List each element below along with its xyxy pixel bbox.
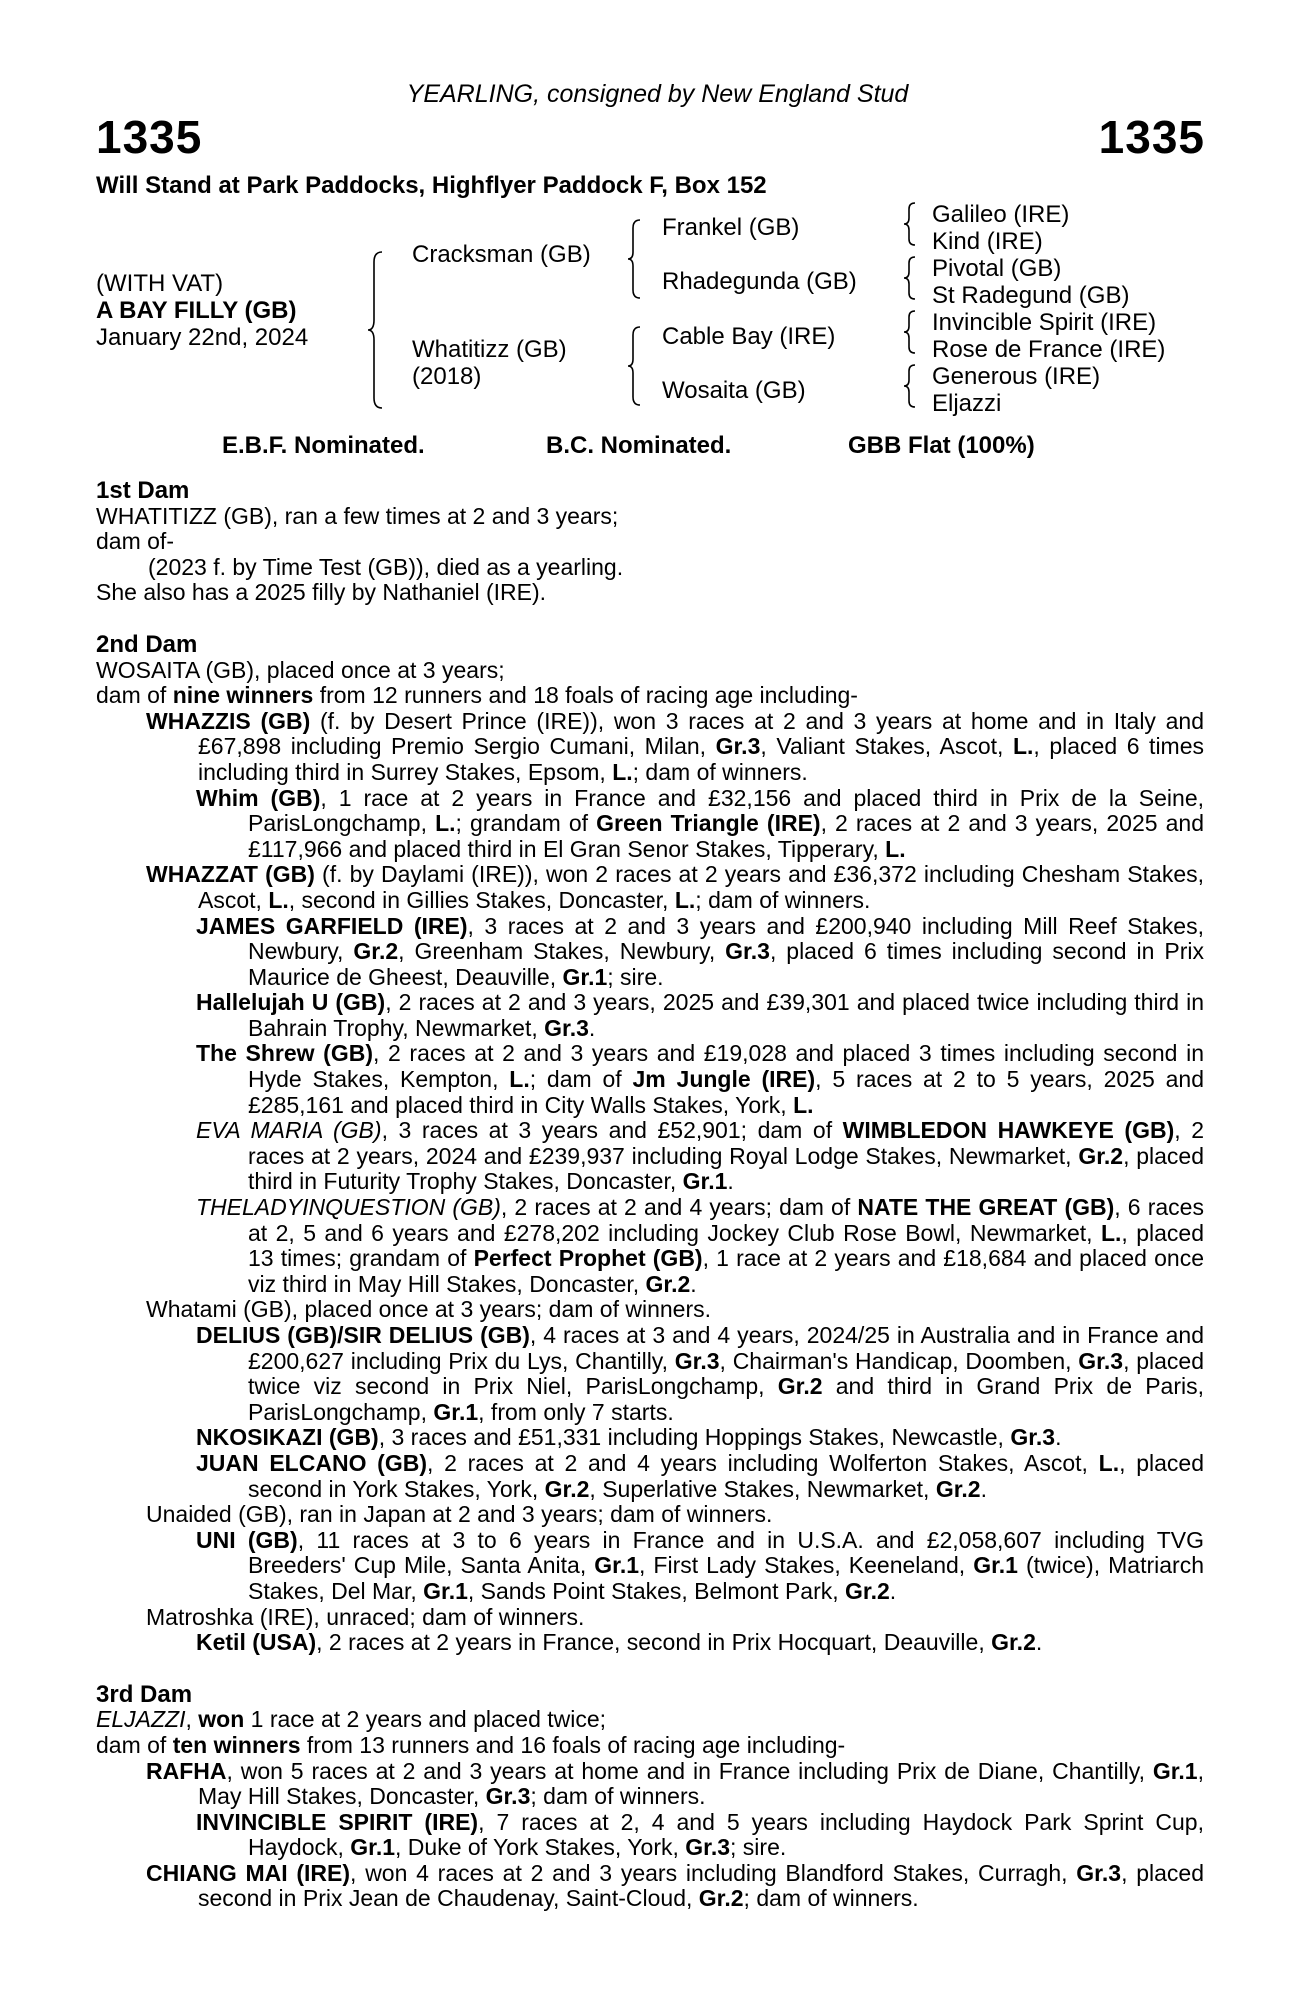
horse-name: A BAY FILLY (GB) bbox=[96, 297, 297, 324]
consignor-line: YEARLING, consigned by New England Stud bbox=[406, 80, 909, 108]
entry-unaided: Unaided (GB), ran in Japan at 2 and 3 years; dam of winners. bbox=[146, 1501, 773, 1528]
second-dam-line: WOSAITA (GB), placed once at 3 years; bbox=[96, 656, 505, 683]
entry-whatami: Whatami (GB), placed once at 3 years; dam of winners. bbox=[146, 1296, 712, 1323]
third-dam-heading: 3rd Dam bbox=[96, 1680, 193, 1708]
first-dam-heading: 1st Dam bbox=[96, 477, 190, 504]
entry-whazzis: WHAZZIS (GB) (f. by Desert Prince (IRE)), won 3 races at 2 and 3 years at home and in Italy and £67,898 including Premio Sergio Cumani, Milan, Gr.3, Valiant Stakes, Ascot, L., placed 6 times including third in Surrey Stakes, Epsom, L.; dam of winners. bbox=[146, 707, 1204, 785]
pedigree-g6: Rose de France (IRE) bbox=[932, 336, 1166, 363]
entry-chiang-mai: CHIANG MAI (IRE), won 4 races at 2 and 3 years including Blandford Stakes, Curragh, Gr.3, placed second in Prix Jean de Chaudenay, Saint-Cloud, Gr.2; dam of winners. bbox=[146, 1859, 1204, 1912]
pedigree-g1: Galileo (IRE) bbox=[932, 201, 1070, 228]
pedigree-sire-dam: Rhadegunda (GB) bbox=[662, 268, 857, 295]
ebf-nomination: E.B.F. Nominated. bbox=[222, 432, 425, 459]
pedigree-bracket-g3 bbox=[904, 310, 920, 354]
pedigree-g7: Generous (IRE) bbox=[932, 363, 1101, 390]
entry-uni: UNI (GB), 11 races at 3 to 6 years in France and in U.S.A. and £2,058,607 including TVG Breeders' Cup Mile, Santa Anita, Gr.1, First Lady Stakes, Keeneland, Gr.1 (twice), Matriarch Stakes, Del Mar, Gr.1, Sands Point Stakes, Belmont Park, Gr.2. bbox=[196, 1526, 1204, 1604]
pedigree-sire-sire: Frankel (GB) bbox=[662, 214, 800, 241]
entry-nkosikazi: NKOSIKAZI (GB), 3 races and £51,331 including Hoppings Stakes, Newcastle, Gr.3. bbox=[196, 1424, 1062, 1451]
entry-eva-maria: EVA MARIA (GB), 3 races at 3 years and £52,901; dam of WIMBLEDON HAWKEYE (GB), 2 races at 2 years, 2024 and £239,937 including Royal Lodge Stakes, Newmarket, Gr.2, placed third in Futurity Trophy Stakes, Doncaster, Gr.1. bbox=[196, 1117, 1204, 1195]
catalogue-body bbox=[96, 478, 1204, 1912]
entry-rafha: RAFHA, won 5 races at 2 and 3 years at home and in France including Prix de Diane, Chantilly, Gr.1, May Hill Stakes, Doncaster, Gr.3; dam of winners. bbox=[146, 1757, 1204, 1810]
entry-juan-elcano: JUAN ELCANO (GB), 2 races at 2 and 4 years including Wolferton Stakes, Ascot, L., placed second in York Stakes, York, Gr.2, Superlative Stakes, Newmarket, Gr.2. bbox=[196, 1449, 1204, 1502]
entry-ketil: Ketil (USA), 2 races at 2 years in France, second in Prix Hocquart, Deauville, Gr.2. bbox=[196, 1629, 1043, 1656]
pedigree-g5: Invincible Spirit (IRE) bbox=[932, 309, 1157, 336]
pedigree-bracket-sire bbox=[628, 218, 646, 300]
pedigree-g3: Pivotal (GB) bbox=[932, 255, 1062, 282]
entry-james-garfield: JAMES GARFIELD (IRE), 3 races at 2 and 3 years and £200,940 including Mill Reef Stakes, Newbury, Gr.2, Greenham Stakes, Newbury, Gr.3, placed 6 times including second in Prix Maurice de Gheest, Deauville, Gr.1; sire. bbox=[196, 912, 1204, 990]
pedigree-g2: Kind (IRE) bbox=[932, 228, 1043, 255]
first-dam-note: She also has a 2025 filly by Nathaniel (IRE). bbox=[96, 579, 547, 606]
pedigree-bracket-g4 bbox=[904, 364, 920, 408]
pedigree-bracket-g1 bbox=[904, 202, 920, 246]
pedigree-bracket-main bbox=[368, 250, 388, 410]
foaling-date: January 22nd, 2024 bbox=[96, 324, 309, 351]
pedigree-bracket-g2 bbox=[904, 256, 920, 300]
entry-delius: DELIUS (GB)/SIR DELIUS (GB), 4 races at 3 and 4 years, 2024/25 in Australia and in France and £200,627 including Prix du Lys, Chantilly, Gr.3, Chairman's Handicap, Doomben, Gr.3, placed twice viz second in Prix Niel, ParisLongchamp, Gr.2 and third in Grand Prix de Paris, ParisLongchamp, Gr.1, from only 7 starts. bbox=[196, 1322, 1205, 1425]
first-dam-line: WHATITIZZ (GB), ran a few times at 2 and 3 years; bbox=[96, 502, 619, 529]
entry-hallelujah-u: Hallelujah U (GB), 2 races at 2 and 3 years, 2025 and £39,301 and placed twice including third in Bahrain Trophy, Newmarket, Gr.3. bbox=[196, 989, 1204, 1041]
pedigree-bracket-dam bbox=[628, 325, 646, 407]
pedigree-dam-dam: Wosaita (GB) bbox=[662, 377, 806, 404]
bc-nomination: B.C. Nominated. bbox=[546, 432, 732, 459]
entry-matroshka: Matroshka (IRE), unraced; dam of winners. bbox=[146, 1603, 585, 1630]
gbb-flat: GBB Flat (100%) bbox=[848, 432, 1035, 459]
pedigree-dam: Whatitizz (GB) bbox=[412, 336, 567, 363]
lot-number-left: 1335 bbox=[96, 111, 203, 163]
pedigree-dam-year: (2018) bbox=[412, 363, 482, 390]
entry-whazzat: WHAZZAT (GB) (f. by Daylami (IRE)), won 2 races at 2 years and £36,372 including Chesham Stakes, Ascot, L., second in Gillies Stakes, Doncaster, L.; dam of winners. bbox=[146, 861, 1205, 913]
pedigree-g8: Eljazzi bbox=[932, 390, 1002, 417]
pedigree-sire: Cracksman (GB) bbox=[412, 241, 591, 268]
third-dam-summary: dam of ten winners from 13 runners and 16 foals of racing age including- bbox=[96, 1731, 846, 1758]
entry-whim: Whim (GB), 1 race at 2 years in France and £32,156 and placed third in Prix de la Seine, ParisLongchamp, L.; grandam of Green Triangle (IRE), 2 races at 2 and 3 years, 2025 and £117,966 and placed third in El Gran Senor Stakes, Tipperary, L. bbox=[196, 784, 1205, 862]
entry-theladyinquestion: THELADYINQUESTION (GB), 2 races at 2 and 4 years; dam of NATE THE GREAT (GB), 6 races at 2, 5 and 6 years and £278,202 including Jockey Club Rose Bowl, Newmarket, L., placed 13 times; grandam of Perfect Prophet (GB), 1 race at 2 years and £18,684 and placed once viz third in May Hill Stakes, Doncaster, Gr.2. bbox=[196, 1194, 1204, 1297]
pedigree-dam-sire: Cable Bay (IRE) bbox=[662, 323, 836, 350]
vat-note: (WITH VAT) bbox=[96, 270, 224, 297]
third-dam-line: ELJAZZI, won 1 race at 2 years and placed twice; bbox=[96, 1706, 607, 1733]
lot-number-right: 1335 bbox=[1098, 111, 1205, 163]
second-dam-heading: 2nd Dam bbox=[96, 630, 198, 658]
pedigree-g4: St Radegund (GB) bbox=[932, 282, 1130, 309]
first-dam-produce-label: dam of- bbox=[96, 528, 174, 555]
stand-location: Will Stand at Park Paddocks, Highflyer Paddock F, Box 152 bbox=[96, 172, 767, 199]
entry-the-shrew: The Shrew (GB), 2 races at 2 and 3 years and £19,028 and placed 3 times including second in Hyde Stakes, Kempton, L.; dam of Jm Jungle (IRE), 5 races at 2 to 5 years, 2025 and £285,161 and placed third in City Walls Stakes, York, L. bbox=[196, 1040, 1205, 1118]
first-dam-produce: (2023 f. by Time Test (GB)), died as a yearling. bbox=[148, 553, 624, 580]
entry-invincible-spirit: INVINCIBLE SPIRIT (IRE), 7 races at 2, 4 and 5 years including Haydock Park Sprint Cup, Haydock, Gr.1, Duke of York Stakes, York, Gr.3; sire. bbox=[196, 1808, 1204, 1861]
second-dam-summary: dam of nine winners from 12 runners and 18 foals of racing age including- bbox=[96, 682, 858, 709]
